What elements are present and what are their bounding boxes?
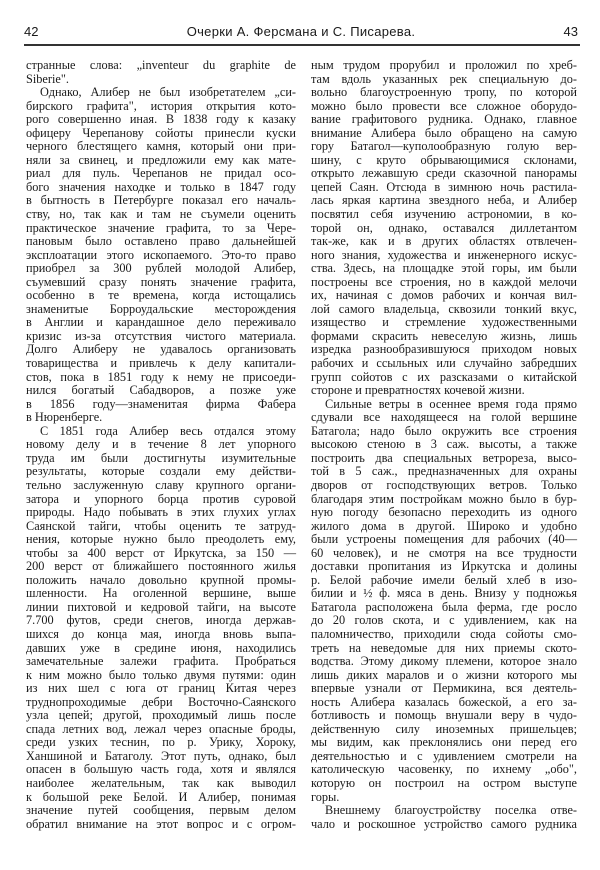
running-title: Очерки А. Ферсмана и С. Писарева.	[186, 24, 416, 39]
text-line: к большой реке Белой. И Алибер, понимая	[26, 789, 296, 804]
page-number-left: 42	[24, 24, 39, 39]
text-line: жилого дома в другой. Широко и удобно	[311, 518, 577, 533]
text-line: Саянской тайги, чтобы оценить те затруд-	[26, 518, 296, 533]
text-line: гору Батагол—куполообразную голую вер-	[311, 139, 577, 154]
text-line: р. Белой рабочие имели белый хлеб в изо-	[311, 572, 577, 587]
text-line: знаменитые Борроудальские месторождения	[26, 301, 296, 316]
text-line: чтобы за 400 верст от Иркутска, за 150 —	[26, 545, 296, 560]
text-line: в Нюренберге.	[26, 410, 103, 425]
text-line: доставки пропитания из Иркутска и долины	[311, 559, 577, 574]
running-header	[24, 22, 578, 42]
text-line: Внешнему благоустройству поселка отве-	[325, 803, 577, 818]
text-line: посвятил себя изучению астрономии, в ко-	[311, 207, 577, 222]
text-line: пановым было оставлено право дальнейшей	[26, 234, 296, 249]
text-line: ству, но, так как и там не съумели оценить	[26, 207, 296, 222]
header-rule	[24, 44, 580, 46]
text-line: так-же, как и в других областях отвлечен-	[311, 234, 577, 249]
text-line: наиболее желательным, так как выводил	[26, 775, 296, 790]
text-line: вольно благоустроенную тропу, по которой	[311, 85, 577, 100]
text-line: водства. Этому дикому племени, которое знало	[311, 654, 577, 669]
text-line: в бытность в Петербурге показал его началь-	[26, 193, 296, 208]
text-line: внимание Алибера было обращено на самую	[311, 125, 577, 140]
text-line: их, начиная с домов рабочих и кончая вил-	[311, 288, 577, 303]
text-line: билии и ½ ф. мяса в день. Внизу у подножья	[311, 586, 577, 601]
text-line: действенную силу иноземных пришельцев;	[311, 721, 577, 736]
text-line: бирского графита", история открытия кото-	[26, 98, 296, 113]
text-line: приобрел за 300 рублей молодой Алибер,	[26, 261, 296, 276]
text-line: групп сойотов с их разсказами о китайской	[311, 369, 577, 384]
text-line: сдували все находящееся на голой вершине	[311, 410, 577, 425]
text-line: чало и роскошное устройство самого рудника	[311, 816, 577, 831]
text-line: католическую часовенку, по ихнему „обо",	[311, 762, 577, 777]
text-line: изредка разнообразившуюся приходом новых	[311, 342, 577, 357]
text-line: узла цепей; другой, проходимый лишь после	[26, 708, 296, 723]
text-line: Siberie".	[26, 71, 69, 86]
text-line: положить начало довольно крупной промы-	[26, 572, 296, 587]
text-line: там вдоль указанных рек специальную до-	[311, 71, 577, 86]
text-line: съумевший сразу понять значение графита,	[26, 274, 296, 289]
text-line: риал для пуль. Черепанов не придал осо-	[26, 166, 296, 181]
text-line: стов, пока в 1851 году к нему не присоеди-	[26, 369, 296, 384]
text-line: нения, которые нужно было преодолеть ему,	[26, 532, 296, 547]
text-line: спада летних вод, лежал через опасные броды,	[26, 721, 296, 736]
text-line: торой он, однако, оставался диллетантом	[311, 220, 577, 235]
text-line: шину, с круто обрывающимися склонами,	[311, 152, 577, 167]
text-line: няли за свинец, и предложили ему как мате-	[26, 152, 296, 167]
text-line: ботливость и помощь внушали веру в чудо-	[311, 708, 577, 723]
text-line: цепей Саян. Отсюда в зимнюю ночь растила-	[311, 179, 577, 194]
text-line: высокою стеною в 3 саж. высоты, а также	[311, 437, 577, 452]
text-line: затора и упорного борца против суровой	[26, 491, 296, 506]
text-line: треть на неведомые для них приемы ското-	[311, 640, 577, 655]
text-line: особенно в те времена, когда истощались	[26, 288, 296, 303]
text-line: впервые узнали от Пермикина, вся деятель-	[311, 681, 577, 696]
text-line: опасен в большую часть года, хотя и являлся	[26, 762, 296, 777]
text-line: кризис из-за отсутствия чистого материала.	[26, 328, 296, 343]
text-line: С 1851 года Алибер весь отдался этому	[40, 423, 296, 438]
text-line: труда им были достигнуты изумительные	[26, 450, 296, 465]
text-line: ную погоду безопасно переходить из одного	[311, 505, 577, 520]
text-line: были устроены помещения для рабочих (40—	[311, 532, 577, 547]
text-line: дворов от господствующих ветров. Только	[311, 477, 577, 492]
text-line: шихся до конца мая, иногда вновь выпа-	[26, 626, 296, 641]
text-line: эксплоатации этого ископаемого. Это-то право	[26, 247, 296, 262]
text-line: ного знания, художества и инженерного искус-	[311, 247, 577, 262]
text-line: формами скрасить невеселую жизнь, лишь	[311, 328, 577, 343]
text-line: Батагола; надо было окружить все строения	[311, 423, 577, 438]
text-line: в 1856 году—знаменитая фирма Фабера	[26, 396, 296, 411]
text-line: построить два специальных ветрореза, высо-	[311, 450, 577, 465]
text-line: труднопроходимые дебри Восточно-Саянского	[26, 694, 296, 709]
text-line: новому делу и в течение 8 лет упорного	[26, 437, 296, 452]
text-line: паломничество, приходили сюда сойоты смо-	[311, 626, 577, 641]
text-line: в Англии и карандашное дело переживало	[26, 315, 296, 330]
page-number-right: 43	[563, 24, 578, 39]
text-line: Однако, Алибер не был изобретателем „си-	[40, 85, 296, 100]
text-line: обратил внимание на этот вопрос и с огром-	[26, 816, 296, 831]
text-line: которую он построил на остром выступе	[311, 775, 577, 790]
text-line: ным трудом прорубил и проложил по хреб-	[311, 58, 577, 72]
text-line: 60 человек), и не смотря на все трудности	[311, 545, 577, 560]
text-line: изящество и стремление художественными	[311, 315, 577, 330]
text-line: деятельностью и с удивлением смотрели на	[311, 748, 577, 763]
text-line: замечательные залежи графита. Пробраться	[26, 654, 296, 669]
text-line: открыто лежавшую среди сказочной панорамы	[311, 166, 577, 181]
text-line: стороне и превратностях кочевой жизни.	[311, 383, 525, 398]
text-line: бого значения находке и только в 1847 году	[26, 179, 296, 194]
text-line: рабочих и ссыльных или случайно забредших	[311, 356, 577, 371]
text-line: странные слова: „inventeur du graphite de	[26, 58, 296, 72]
text-line: линии пихтовой и кедровой тайги, на высоте	[26, 599, 296, 614]
text-line: ность Алибера казалась божеской, а его за-	[311, 694, 577, 709]
text-line: Долго Алиберу не удавалось организовать	[26, 342, 296, 357]
text-line: природы. Надо побывать в этих глухих углах	[26, 505, 296, 520]
text-line: тельно заслуженную славу крупного органи-	[26, 477, 296, 492]
text-line: результаты, которые создали ему действи-	[26, 464, 296, 479]
text-line: мы видим, как преклонялись они перед его	[311, 735, 577, 750]
text-line: рого совершенно иная. В 1838 году к казаку	[26, 112, 296, 127]
text-line: значение путей сообщения, первым делом	[26, 803, 296, 818]
text-line: ства. Здесь, на площадке этой горы, им были	[311, 261, 577, 276]
text-line: можно было провести все сложное оборудо-	[311, 98, 577, 113]
text-line: до 20 голов скота, и с удивлением, как на	[311, 613, 577, 628]
text-line: шленности. На оголенной вершине, выше	[26, 586, 296, 601]
text-line: из них шел с юга от границ Китая через	[26, 681, 296, 696]
text-line: лась яркая картина звездного неба, и Алибер	[311, 193, 577, 208]
text-line: давших уже в средине июня, находились	[26, 640, 296, 655]
text-line: Сильные ветры в осеннее время года прямо	[325, 396, 577, 411]
text-line: среди узких теснин, по р. Урику, Хороку,	[26, 735, 296, 750]
text-line: той в 5 саж., предназначенных для охраны	[311, 464, 577, 479]
text-line: 200 верст от ближайшего постоянного жилья	[26, 559, 296, 574]
left-column	[26, 59, 296, 831]
text-line: 7.700 футов, среди снегов, иногда держав-	[26, 613, 296, 628]
text-line: горы.	[311, 789, 340, 804]
text-line: к ним можно было только двумя путями: один	[26, 667, 296, 682]
text-line: черного блестящего камня, который они при-	[26, 139, 296, 154]
text-line: офицеру Черепанову сойоты принесли куски	[26, 125, 296, 140]
text-line: товарищества и привлечь к делу капитали-	[26, 356, 296, 371]
text-line: Батагола расположена была ферма, где росло	[311, 599, 577, 614]
text-line: построены все строения, но в каждой мелочи	[311, 274, 577, 289]
text-line: благодаря этим постройкам можно было в бур-	[311, 491, 577, 506]
text-line: лишь диких маралов и о жизни которого мы	[311, 667, 577, 682]
text-line: Ханшиной и Батаголу. Этот путь, однако, был	[26, 748, 296, 763]
text-line: нился богатый Сабадворов, а позже уже	[26, 383, 296, 398]
text-line: вание графитового рудника. Однако, главное	[311, 112, 577, 127]
text-line: практическое значение графита, то за Чере-	[26, 220, 296, 235]
text-line: лой самого владельца, сквозили тонкий вкус,	[311, 301, 577, 316]
right-column	[311, 59, 577, 831]
